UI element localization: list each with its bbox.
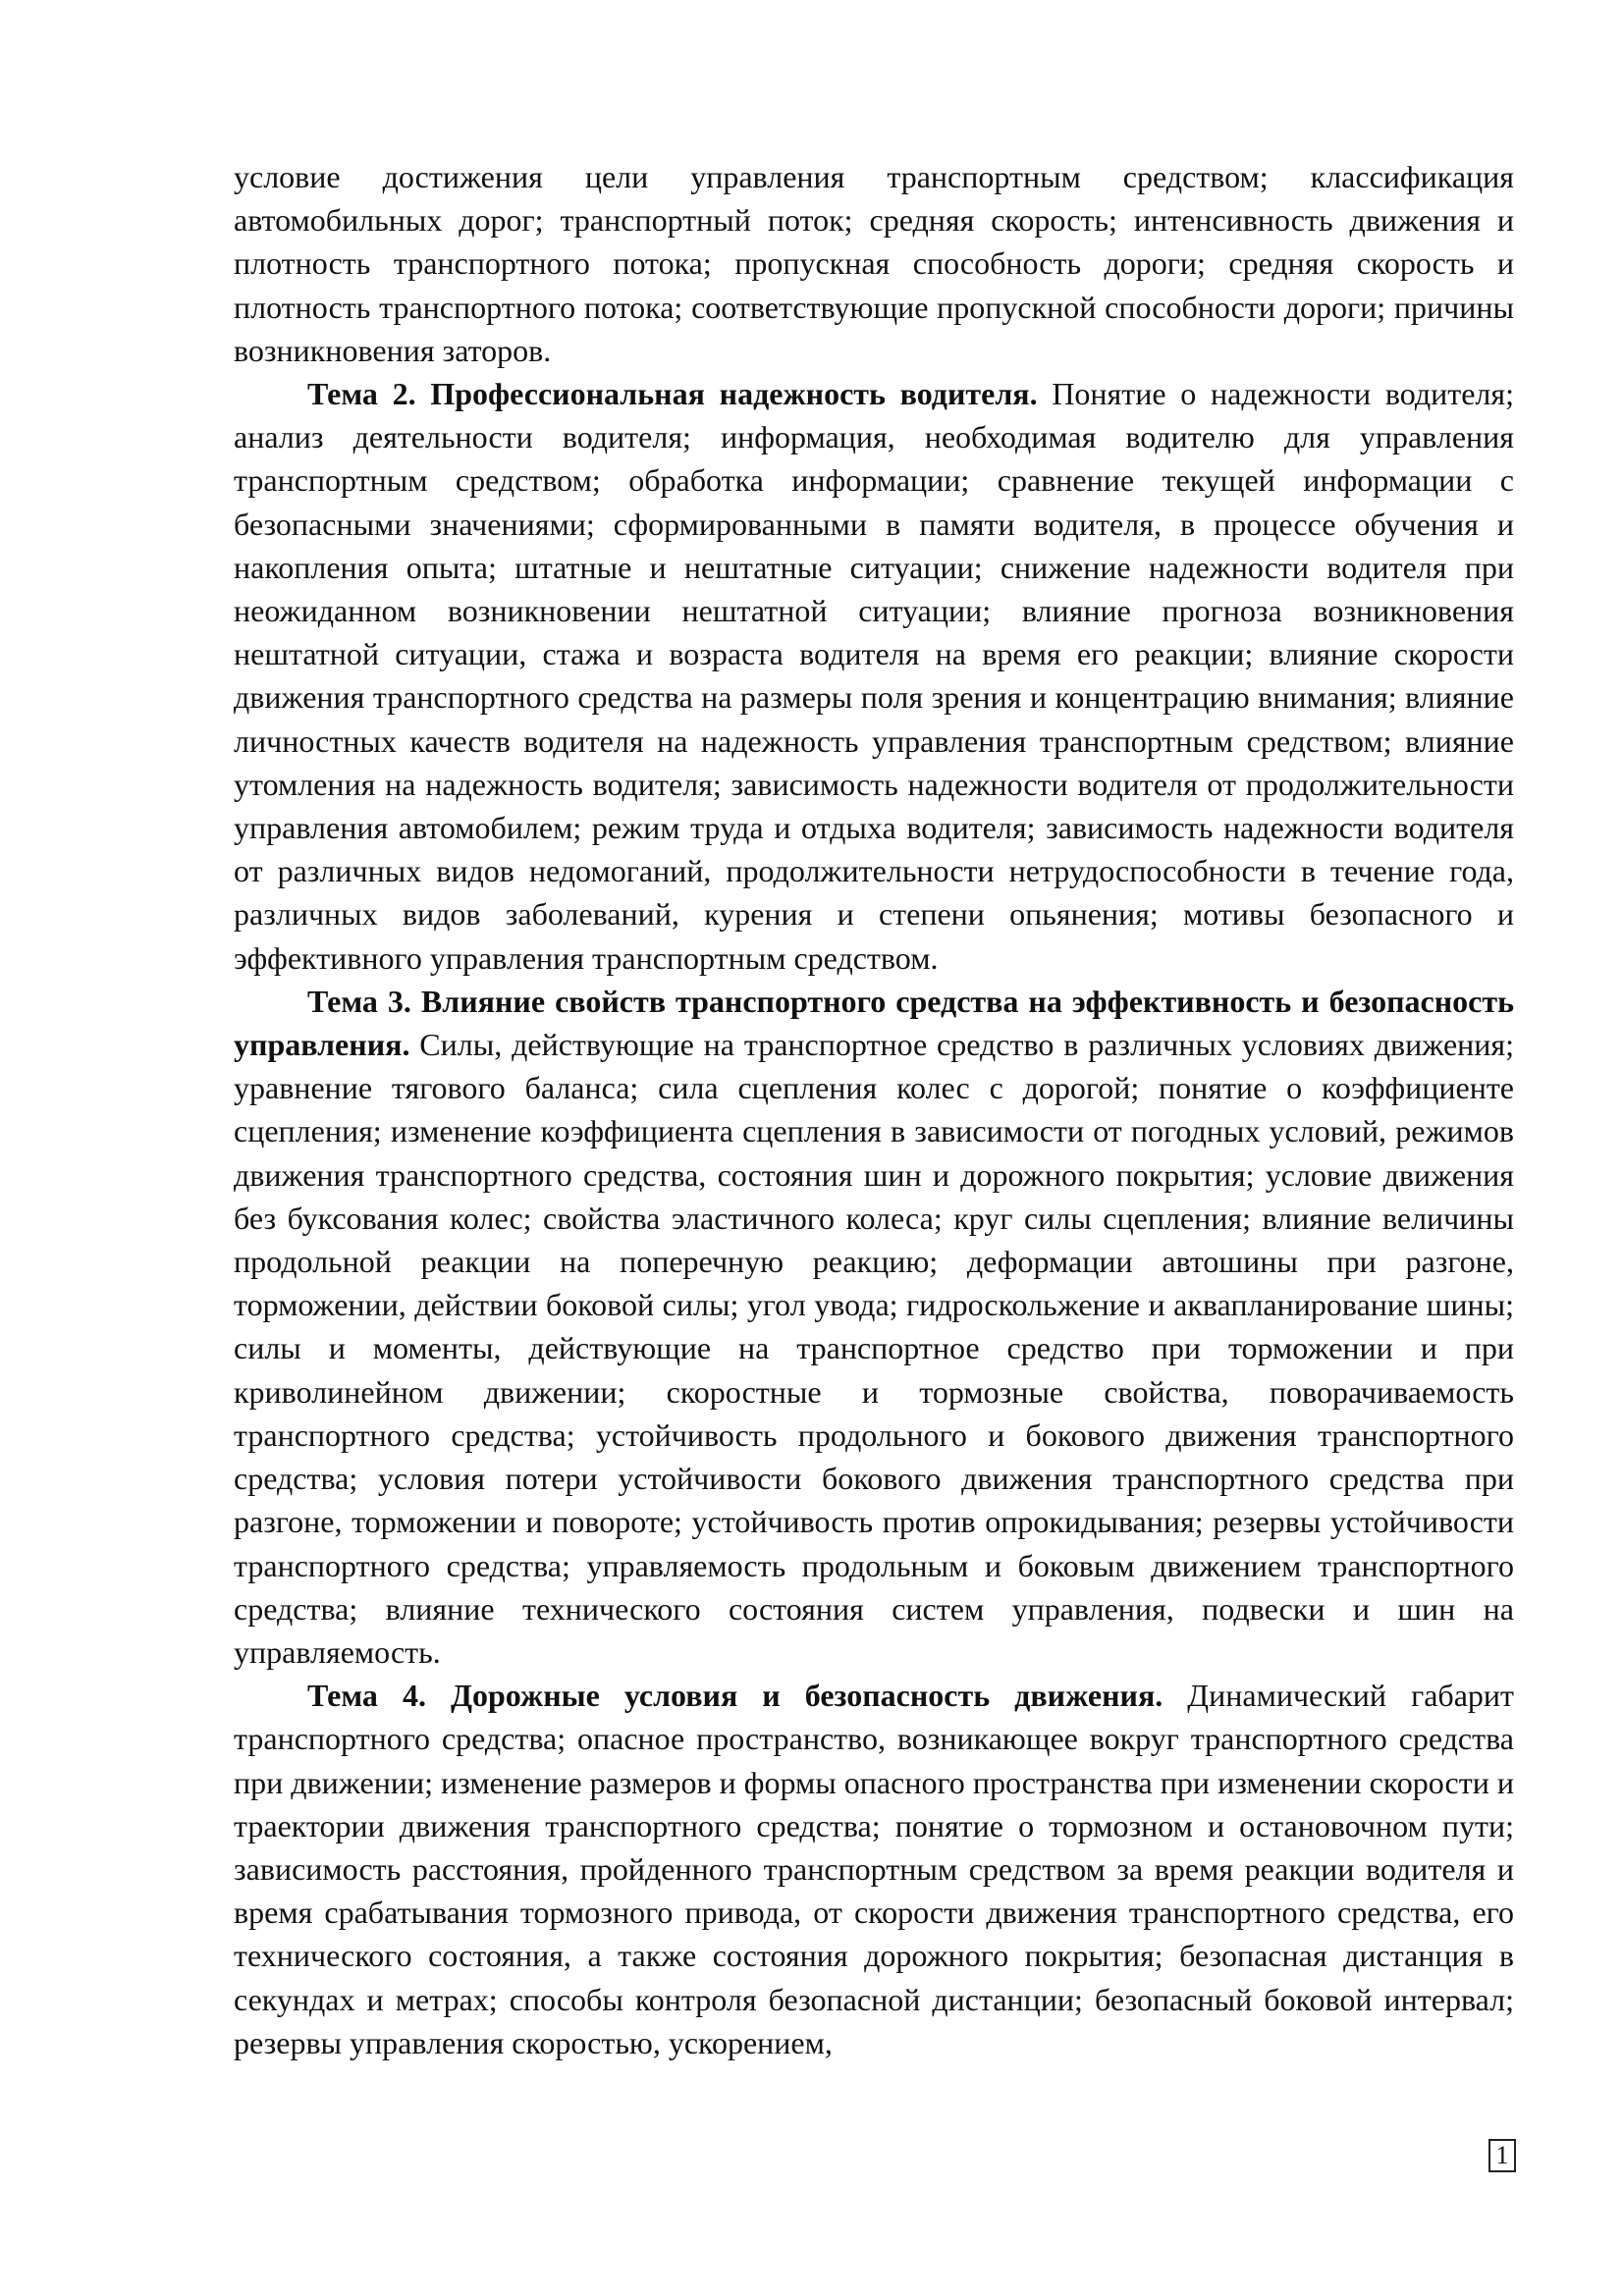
page-number: 1 — [1488, 2139, 1516, 2172]
paragraph-intro — [234, 155, 1514, 372]
topic-heading: Тема 4. Дорожные условия и безопасность движения. — [307, 1678, 1163, 1714]
paragraph-text: Силы, действующие на транспортное средство в различных условиях движения; уравнение тягового баланса; сила сцепления колес с дорогой; понятие о коэффициенте сцепления; изменение коэффициента сцепления в зависимости от погодных условий, режимов движения транспортного средства, состояния шин и дорожного покрытия; условие движения без буксования колес; свойства эластичного колеса; круг силы сцепления; влияние величины продольной реакции на поперечную реакцию; деформации автошины при разгоне, торможении, действии боковой силы; угол увода; гидроскольжение и аквапланирование шины; силы и моменты, действующие на транспортное средство при торможении и при криволинейном движении; скоростные и тормозные свойства, поворачиваемость транспортного средства; устойчивость продольного и бокового движения транспортного средства; условия потери устойчивости бокового движения транспортного средства при разгоне, торможении и повороте; устойчивость против опрокидывания; резервы устойчивости транспортного средства; управляемость продольным и боковым движением транспортного средства; влияние технического состояния систем управления, подвески и шин на управляемость. — [234, 1027, 1514, 1670]
paragraph-text: условие достижения цели управления транспортным средством; классификация автомобильных дорог; транспортный поток; средняя скорость; интенсивность движения и плотность транспортного потока; пропускная способность дороги; средняя скорость и плотность транспортного потока; соответствующие пропускной способности дороги; причины возникновения заторов. — [234, 159, 1514, 368]
topic-heading: Тема 2. Профессиональная надежность водителя. — [307, 376, 1038, 412]
paragraph-topic-3 — [234, 980, 1514, 1674]
paragraph-topic-2 — [234, 372, 1514, 980]
topic-heading: Тема 3. Влияние свойств транспортного средства на эффективность и безопасность управления. — [234, 983, 1514, 1063]
paragraph-text: Понятие о надежности водителя; анализ деятельности водителя; информация, необходимая водителю для управления транспортным средством; обработка информации; сравнение текущей информации с безопасными значениями; сформированными в памяти водителя, в процессе обучения и накопления опыта; штатные и нештатные ситуации; снижение надежности водителя при неожиданном возникновении нештатной ситуации; влияние прогноза возникновения нештатной ситуации, стажа и возраста водителя на время его реакции; влияние скорости движения транспортного средства на размеры поля зрения и концентрацию внимания; влияние личностных качеств водителя на надежность управления транспортным средством; влияние утомления на надежность водителя; зависимость надежности водителя от продолжительности управления автомобилем; режим труда и отдыха водителя; зависимость надежности водителя от различных видов недомоганий, продолжительности нетрудоспособности в течение года, различных видов заболеваний, курения и степени опьянения; мотивы безопасного и эффективного управления транспортным средством. — [234, 376, 1514, 976]
paragraph-topic-4 — [234, 1674, 1514, 2064]
body-text — [234, 155, 1514, 2064]
paragraph-text: Динамический габарит транспортного средства; опасное пространство, возникающее вокруг транспортного средства при движении; изменение размеров и формы опасного пространства при изменении скорости и траектории движения транспортного средства; понятие о тормозном и остановочном пути; зависимость расстояния, пройденного транспортным средством за время реакции водителя и время срабатывания тормозного привода, от скорости движения транспортного средства, его технического состояния, а также состояния дорожного покрытия; безопасная дистанция в секундах и метрах; способы контроля безопасной дистанции; безопасный боковой интервал; резервы управления скоростью, ускорением, — [234, 1678, 1515, 2060]
